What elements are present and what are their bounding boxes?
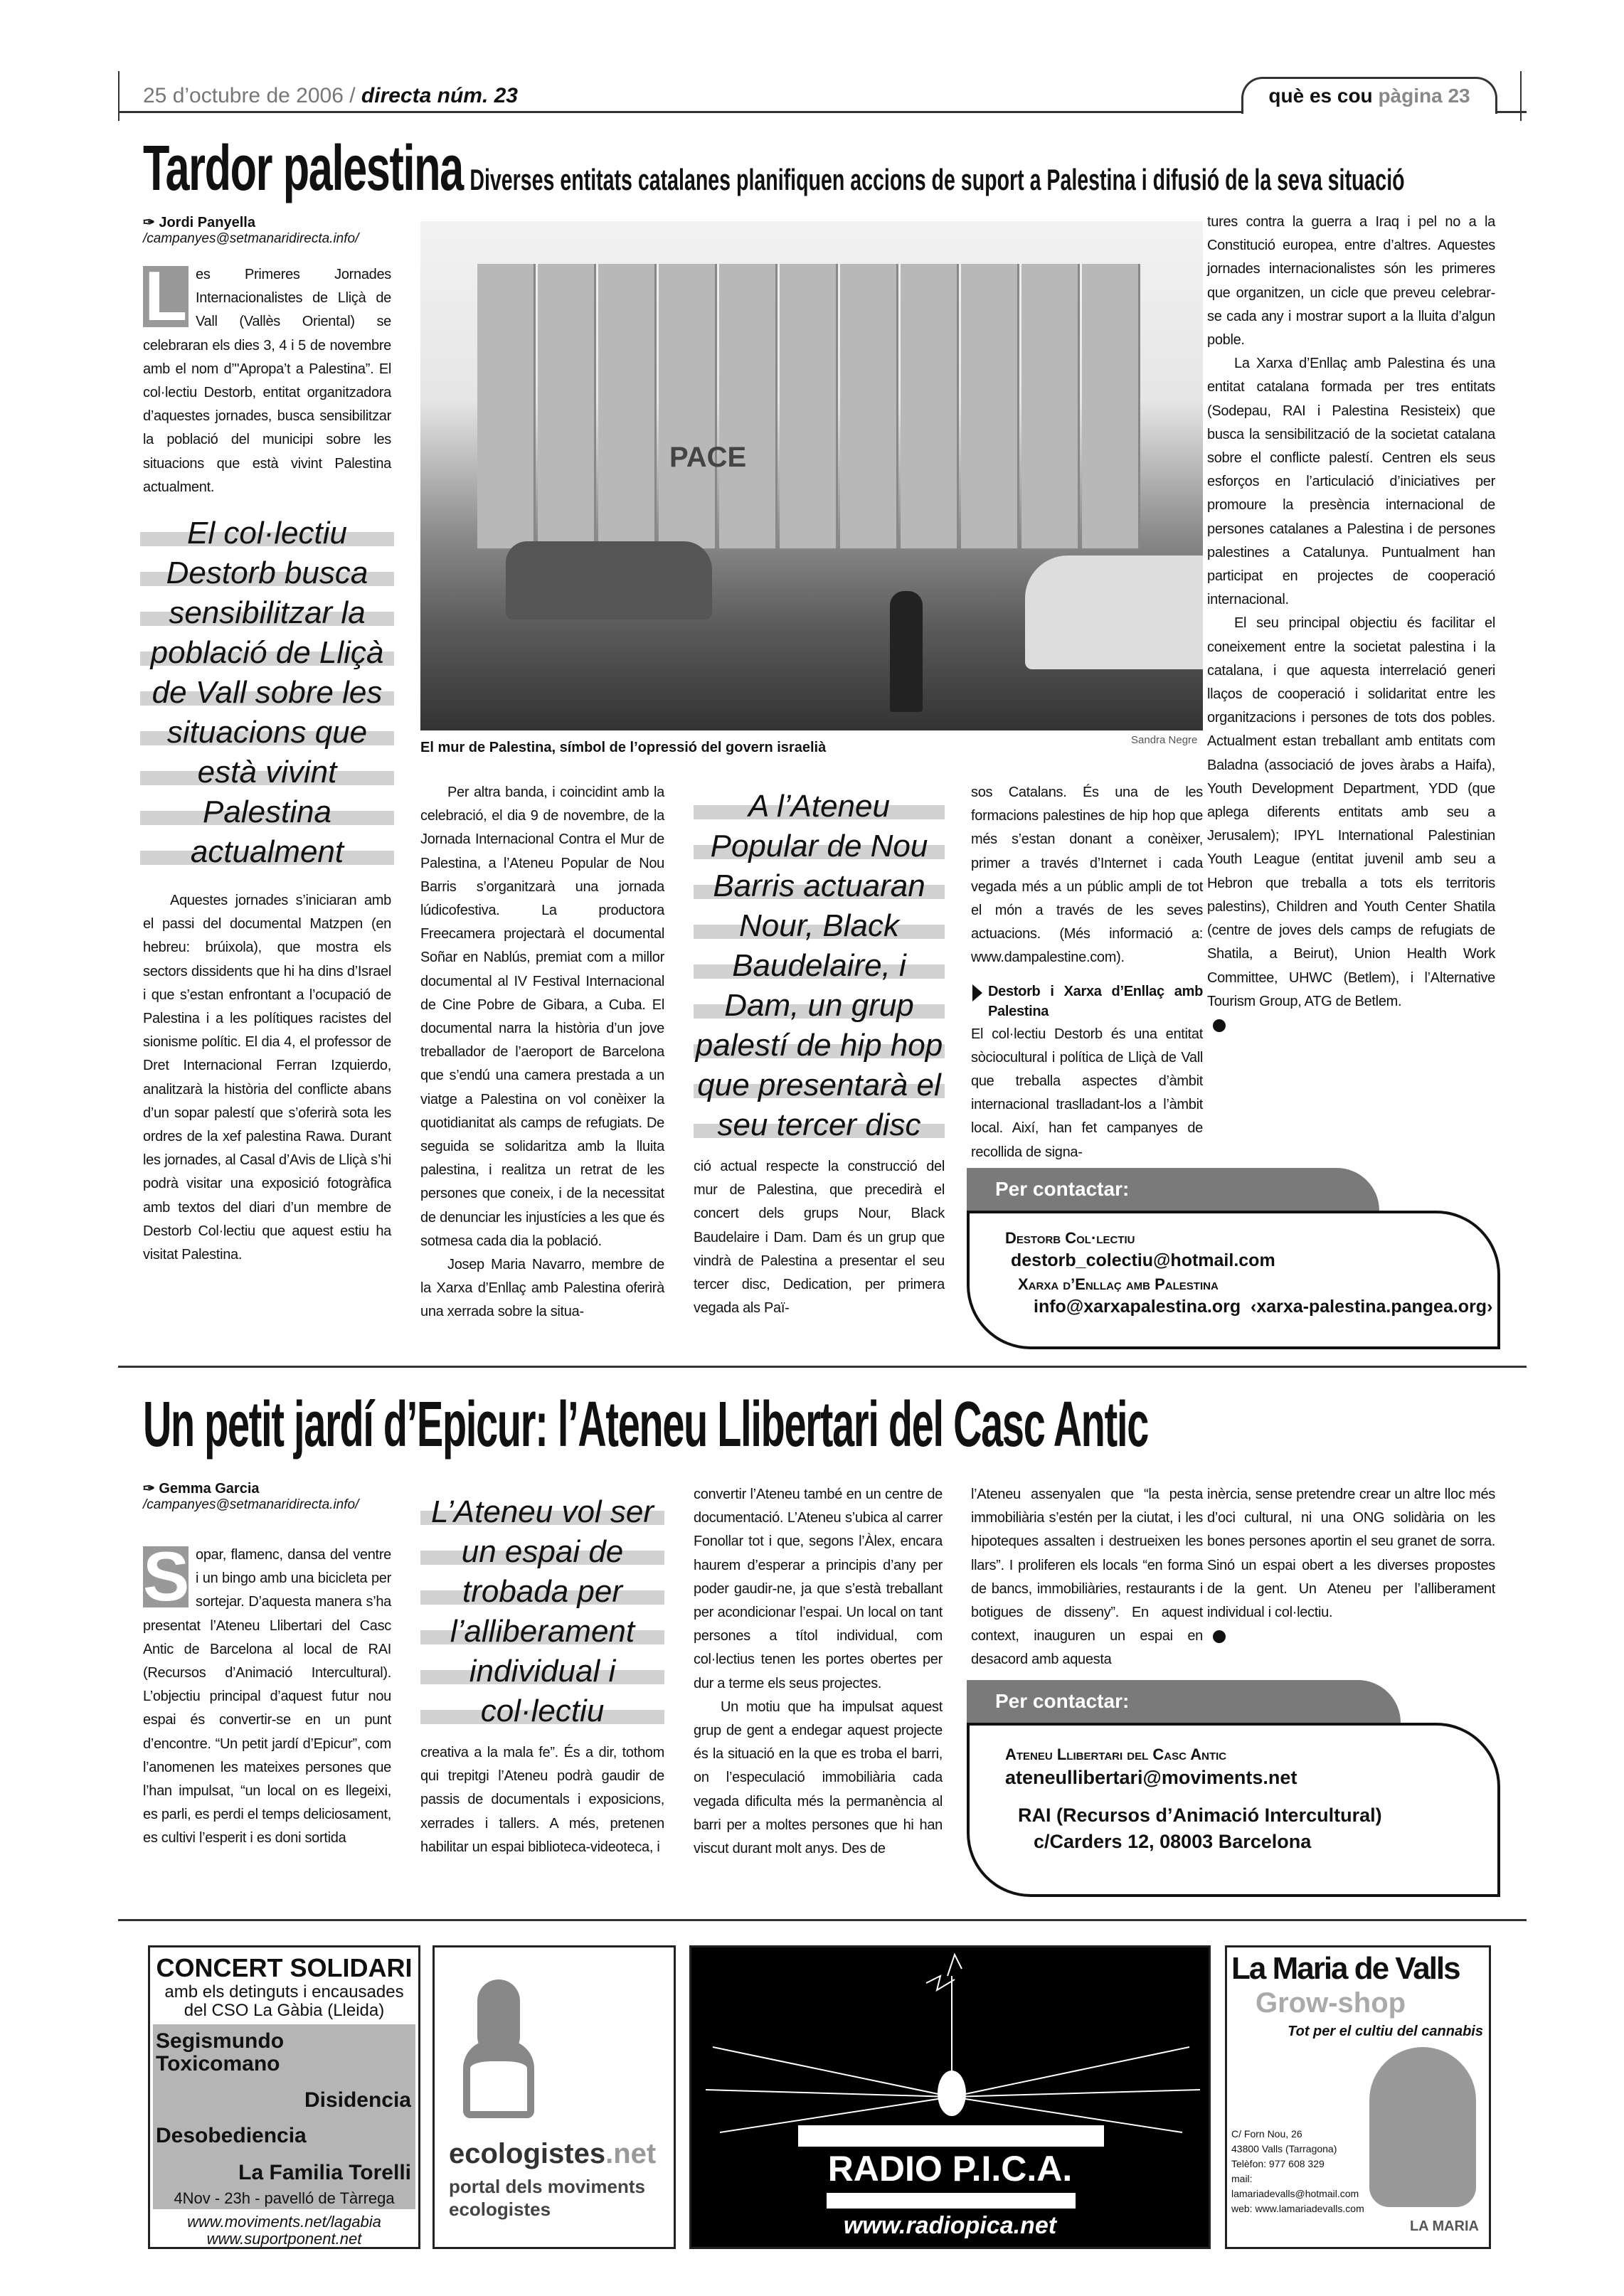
- article2-col1: [143, 1537, 391, 1851]
- article2-col2: [420, 1741, 664, 1859]
- author: Jordi Panyella: [159, 215, 255, 230]
- issue-number: directa núm. 23: [361, 84, 518, 107]
- paragraph: Aquestes jornades s’iniciaran amb el passi del documental Matzpen (en hebreu: brúixola), que mostra els sectors dissidents que hi ha dins d’Israel i que s’estan enfrontant a l’ocupació de Palestina i a les polítiques racistes del sionisme polític. El dia 4, el professor de Dret Internacional Ferran Izquierdo, analitzarà la història del conflicte abans d’un sopar palestí que s’oferirà sota les ordres de la xef palestina Rawa. Durant les jornades, al Casal d’Avis de Lliçà s’hi podrà visitar una exposició fotogràfica amb textos del diari d’un membre de Destorb Col·lectiu que aquest estiu ha visitat Palestina.: [143, 893, 391, 1263]
- article2-col3: [694, 1483, 943, 1861]
- article1-byline: [143, 213, 359, 247]
- ad-poster: [153, 2024, 415, 2209]
- event-time: 4Nov - 23h - pavelló de Tàrrega: [174, 2189, 395, 2207]
- frame-line: [1520, 71, 1522, 121]
- paragraph: opar, flamenc, dansa del ventre i un bingo amb una bicicleta per sortejar. D’aquesta manera s’ha presentat l’Ateneu Llibertari del Casc Antic de Barcelona al local de RAI (Recursos d’Animació Intercultural). L’objectiu principal d’aquest futur nou espai és convertir-se en un punt d’encontre. “Un petit jardí d’Epicur”, com l’anomenen les mateixes persones que l’han impulsat, “un local on es llegeixi, es parli, es perdi el temps deliciosament, es cultivi l’esperit i es doni sortida: [143, 1547, 391, 1846]
- section-name: què es cou: [1268, 85, 1379, 107]
- contact-box: [967, 1168, 1500, 1353]
- ad-la-maria-de-valls[interactable]: [1225, 1945, 1491, 2249]
- pull-quote: L’Ateneu vol ser un espai de trobada per l’alliberament individual i col·lectiu: [420, 1492, 664, 1731]
- ad-title: CONCERT SOLIDARI: [156, 1953, 413, 1982]
- article1-title: Tardor palestina: [143, 133, 463, 204]
- article1-col5: [1207, 211, 1495, 1037]
- pedestrian: [890, 591, 923, 712]
- article1-col1-wrap: [143, 257, 391, 1267]
- paragraph: l’Ateneu assenyalen que “la pesta immobiliària s’estén per la ciutat, i les hipoteques assalten i destrueixen les llars”. I proliferen els locals “en forma de bancs, immobiliàries, restaurants i botigues de disseny”. En aquest context, inauguren un espai en desacord amb aquesta: [971, 1487, 1203, 1668]
- issue-date: 25 d’octubre de 2006 /: [143, 84, 361, 107]
- ad-brand: RADIO P.I.C.A.: [827, 2149, 1073, 2189]
- section-divider: [118, 1366, 1527, 1368]
- ad-link[interactable]: www.suportponent.net: [206, 2230, 362, 2248]
- article1-col1: [143, 889, 391, 1267]
- paragraph: es Primeres Jornades Internacionalistes de Lliçà de Vall (Vallès Oriental) se celebraran els dies 3, 4 i 5 de novembre amb el nom d’"Apropa’t a Palestina”. El col·lectiu Destorb, entitat organitzadora d’aquestes jornades, busca sensibilitzar la població del municipi sobre les situacions que està vivint Palestina actualment.: [143, 267, 391, 495]
- paragraph: ció actual respecte la construcció del mur de Palestina, que precedirà el concert dels grups Nour, Black Baudelaire i Dam. Dam és un grup que vindrà de Palestina a presentar el seu tercer disc, Dedication, per primera vegada als Paï-: [694, 1159, 945, 1317]
- band-name: Disidencia: [304, 2088, 411, 2112]
- pen-icon: ✑: [143, 1481, 159, 1497]
- contact-address: c/Carders 12, 08003 Barcelona: [1034, 1831, 1312, 1852]
- contact-heading: Per contactar:: [967, 1168, 1379, 1212]
- pen-icon: ✑: [143, 215, 159, 230]
- article2-headline: [143, 1389, 1624, 1460]
- ad-brand: ecologistes.net: [449, 2138, 657, 2169]
- author-email: /campanyes@setmanaridirecta.info/: [143, 1497, 359, 1512]
- drop-cap: L: [143, 266, 189, 327]
- wall-slab: [840, 264, 898, 548]
- section-tab: [1241, 77, 1497, 114]
- contact-heading: Per contactar:: [967, 1680, 1401, 1724]
- pull-quote: A l’Ateneu Popular de Nou Barris actuaran Nour, Black Baudelaire, i Dam, un grup palestí de hip hop que presentarà el seu tercer disc: [694, 787, 945, 1145]
- ad-link[interactable]: www.radiopica.net: [843, 2212, 1057, 2239]
- section-divider: [118, 1919, 1527, 1921]
- wall-slab: [598, 264, 657, 548]
- article1-col3-wrap: [694, 787, 945, 1320]
- paragraph: sos Catalans. És una de les formacions palestines de hip hop que més s’estan donant a conèixer, primer a través d’Internet i cada vegada més a un públic ampli de tot el món a través de les seves actuacions. (Més informació a: www.dampalestine.com).: [971, 785, 1203, 966]
- book-logo-icon: [463, 2040, 534, 2118]
- page-header: [143, 84, 518, 108]
- paragraph: creativa a la mala fe”. És a dir, tothom qui trepitgi l’Ateneu podrà gaudir de passis de documentals i exposicions, xerrades i tallers. A més, pretenen habilitar un espai biblioteca-videoteca, i: [420, 1745, 664, 1855]
- ad-concert-solidari[interactable]: [148, 1945, 420, 2249]
- wall-slab: [901, 264, 959, 548]
- paragraph: Josep Maria Navarro, membre de la Xarxa d’Enllaç amb Palestina oferirà una xerrada sobre la situa-: [420, 1257, 664, 1320]
- end-mark-icon: [1213, 1019, 1226, 1032]
- woman-illustration: [1369, 2047, 1476, 2207]
- ad-link[interactable]: www.moviments.net/lagabia: [187, 2213, 381, 2231]
- paragraph: convertir l’Ateneu també en un centre de documentació. L’Ateneu s’ubica al carrer Fonollar tot i que, segons l’Àlex, encara haurem d’esperar a principis d’any per poder gaudir-ne, ja que s’està treballant per acondicionar l’espai. Un local on tant persones a títol individual, com col·lectius tenen les portes obertes per dur a terme els seus projectes.: [694, 1487, 943, 1691]
- photo-caption: El mur de Palestina, símbol de l’opressió del govern israelià: [420, 740, 827, 755]
- ad-shop: Grow-shop: [1256, 1987, 1406, 2019]
- contact-org: Destorb Col·lectiu: [1005, 1229, 1135, 1247]
- wall-slab: [659, 264, 717, 548]
- article1-col2: [420, 781, 664, 1324]
- ad-badge: LA MARIA: [1409, 2218, 1479, 2234]
- photo-credit: Sandra Negre: [1131, 734, 1198, 746]
- paragraph: El col·lectiu Destorb és una entitat sòciocultural i política de Lliçà de Vall que treballa aspectes d’àmbit internacional traslladant-los a l’àmbit local. Així, han fet campanyes de recollida de signa-: [971, 1026, 1203, 1160]
- band-name: La Familia Torelli: [238, 2161, 411, 2184]
- band-name: Desobediencia: [156, 2124, 307, 2147]
- pull-quote: El col·lectiu Destorb busca sensibilitzar la població de Lliçà de Vall sobre les situacions que està vivint Palestina actualment: [140, 514, 394, 872]
- ad-tagline: portal dels moviments ecologistes: [449, 2176, 645, 2220]
- article2-title: Un petit jardí d’Epicur: l’Ateneu Llibertari del Casc Antic: [143, 1389, 1149, 1460]
- frame-line: [118, 71, 120, 121]
- ad-tagline: Tot per el cultiu del cannabis: [1288, 2024, 1483, 2039]
- wall-slab: [719, 264, 777, 548]
- paragraph: La Xarxa d’Enllaç amb Palestina és una entitat catalana formada per tres entitats (Sodepau, RAI i Palestina Resisteix) que busca la sensibilització de la societat catalana sobre el conflicte palestí. Centren els seus esforços en l’articulació d’iniciatives per promoure la presència internacional de persones catalanes a Palestina i de persones palestines a Catalunya. Puntualment han participat en projectes de cooperació internacional.: [1207, 356, 1495, 608]
- wall-slab: [1082, 264, 1140, 548]
- contact-box: [967, 1680, 1500, 1901]
- paragraph: Un motiu que ha impulsat aquest grup de gent a endegar aquest projecte és la situació en la que es troba el barri, on l’especulació immobiliària cada vegada dificulta més la permanència al barri per a moltes persones que hi han viscut durant molt anys. Des de: [694, 1699, 943, 1857]
- ad-contact-info: C/ Forn Nou, 26 43800 Valls (Tarragona) Telèfon: 977 608 329 mail: lamariadevalls@hotmail.com web: www.lamariadevalls.com: [1231, 2128, 1364, 2214]
- article1-col4: [971, 781, 1203, 1164]
- end-mark-icon: [1213, 1630, 1226, 1643]
- contact-org: RAI (Recursos d’Animació Intercultural): [1018, 1805, 1382, 1826]
- drop-cap: S: [143, 1537, 190, 1615]
- article1-subtitle: Diverses entitats catalanes planifiquen accions de suport a Palestina i difusió de la seva situació: [469, 163, 1405, 196]
- contact-org: Ateneu Llibertari del Casc Antic: [1005, 1745, 1227, 1763]
- author: Gemma Garcia: [159, 1481, 260, 1497]
- car: [1025, 556, 1203, 669]
- paragraph: inèrcia, sense pretendre crear un altre lloc més d’oci cultural, ni una ONG solidària on les bones persones aportin el seu granet de sorra. Sinó un espai obert a les diverses propostes de la gent. Un Ateneu per l’alliberament individual i col·lectiu.: [1207, 1487, 1495, 1621]
- article2-byline: [143, 1479, 359, 1513]
- ad-brand: La Maria de Valls: [1231, 1951, 1460, 1986]
- graffiti-text: PACE: [669, 442, 747, 473]
- contact-email[interactable]: info@xarxapalestina.org ‹xarxa-palestina.pangea.org›: [1034, 1297, 1493, 1317]
- ad-subtitle: amb els detinguts i encausades del CSO La Gàbia (Lleida): [164, 1982, 404, 2020]
- wall-slab: [780, 264, 838, 548]
- radio-tower-icon: [691, 1947, 1211, 2249]
- contact-org: Xarxa d’Enllaç amb Palestina: [1018, 1275, 1219, 1293]
- article1-intro: [143, 257, 391, 499]
- paragraph: El seu principal objectiu és facilitar el coneixement entre la societat palestina i la catalana, i que aquesta interrelació generi llaços de cooperació i solidaritat entre les organitzacions i persones de tots dos pobles. Actualment estan treballant amb entitats com Baladna (associació de joves àrabs a Haifa), Youth Development Department, YDD (que aplega diferents entitats amb seu a Jerusalem); IPYL International Palestinian Youth League (entitat juvenil amb seu a Hebron que treballa a tots els territoris palestins), Children and Youth Center Shatila (centre de joves dels camps de refugiats de Shatila, a Beirut), Union Health Work Committee, UHWC (Betlem), i l’Alternative Tourism Group, ATG de Betlem.: [1207, 615, 1495, 1009]
- car: [506, 541, 712, 620]
- ad-ecologistes[interactable]: [432, 1945, 676, 2249]
- article1-col3: [694, 1155, 945, 1320]
- article2-col2-wrap: [420, 1492, 664, 1859]
- contact-email[interactable]: destorb_colectiu@hotmail.com: [1011, 1250, 1275, 1270]
- wall-slab: [961, 264, 1019, 548]
- wall-slab: [1021, 264, 1080, 548]
- article1-headline: [143, 133, 1624, 204]
- wall-slab: [538, 264, 596, 548]
- paragraph: Per altra banda, i coincidint amb la celebració, el dia 9 de novembre, de la Jornada Internacional Contra el Mur de Palestina, a l’Ateneu Popular de Nou Barris s’organitzarà una jornada lúdicofestiva. La productora Freecamera projectarà el documental Soñar en Nablús, premiat com a millor documental al IV Festival Internacional de Cine Pobre de Gibara, a Cuba. El documental narra la història d’un jove treballador de l’aeroport de Barcelona que s’endú una camera prestada a un viatge a Palestina on vol conèixer la quotidianitat als camps de refugiats. De seguida se solidaritza amb la lluita palestina, i realitza un retrat de les persones que coneix, i de la necessitat de denunciar les injustícies a les que és sotmesa cada dia la població.: [420, 785, 664, 1249]
- article2-col4: [971, 1483, 1203, 1672]
- band-name: Segismundo Toxicomano: [156, 2029, 285, 2076]
- contact-email[interactable]: ateneullibertari@moviments.net: [1005, 1767, 1297, 1788]
- wall-slab: [477, 264, 536, 548]
- paragraph: tures contra la guerra a Iraq i pel no a la Constitució europea, entre d’altres. Aquestes jornades internacionalistes són les primeres que organitzen, un cicle que preveu celebrar-se cada any i mostrar suport a la lluita d’algun poble.: [1207, 214, 1495, 349]
- article2-col5: [1207, 1483, 1495, 1648]
- subheading: Destorb i Xarxa d’Enllaç amb Palestina: [971, 982, 1203, 1021]
- author-email: /campanyes@setmanaridirecta.info/: [143, 231, 359, 246]
- wall-photo: [420, 221, 1203, 730]
- ad-radio-pica[interactable]: [689, 1945, 1211, 2249]
- page-number: pàgina 23: [1378, 85, 1470, 107]
